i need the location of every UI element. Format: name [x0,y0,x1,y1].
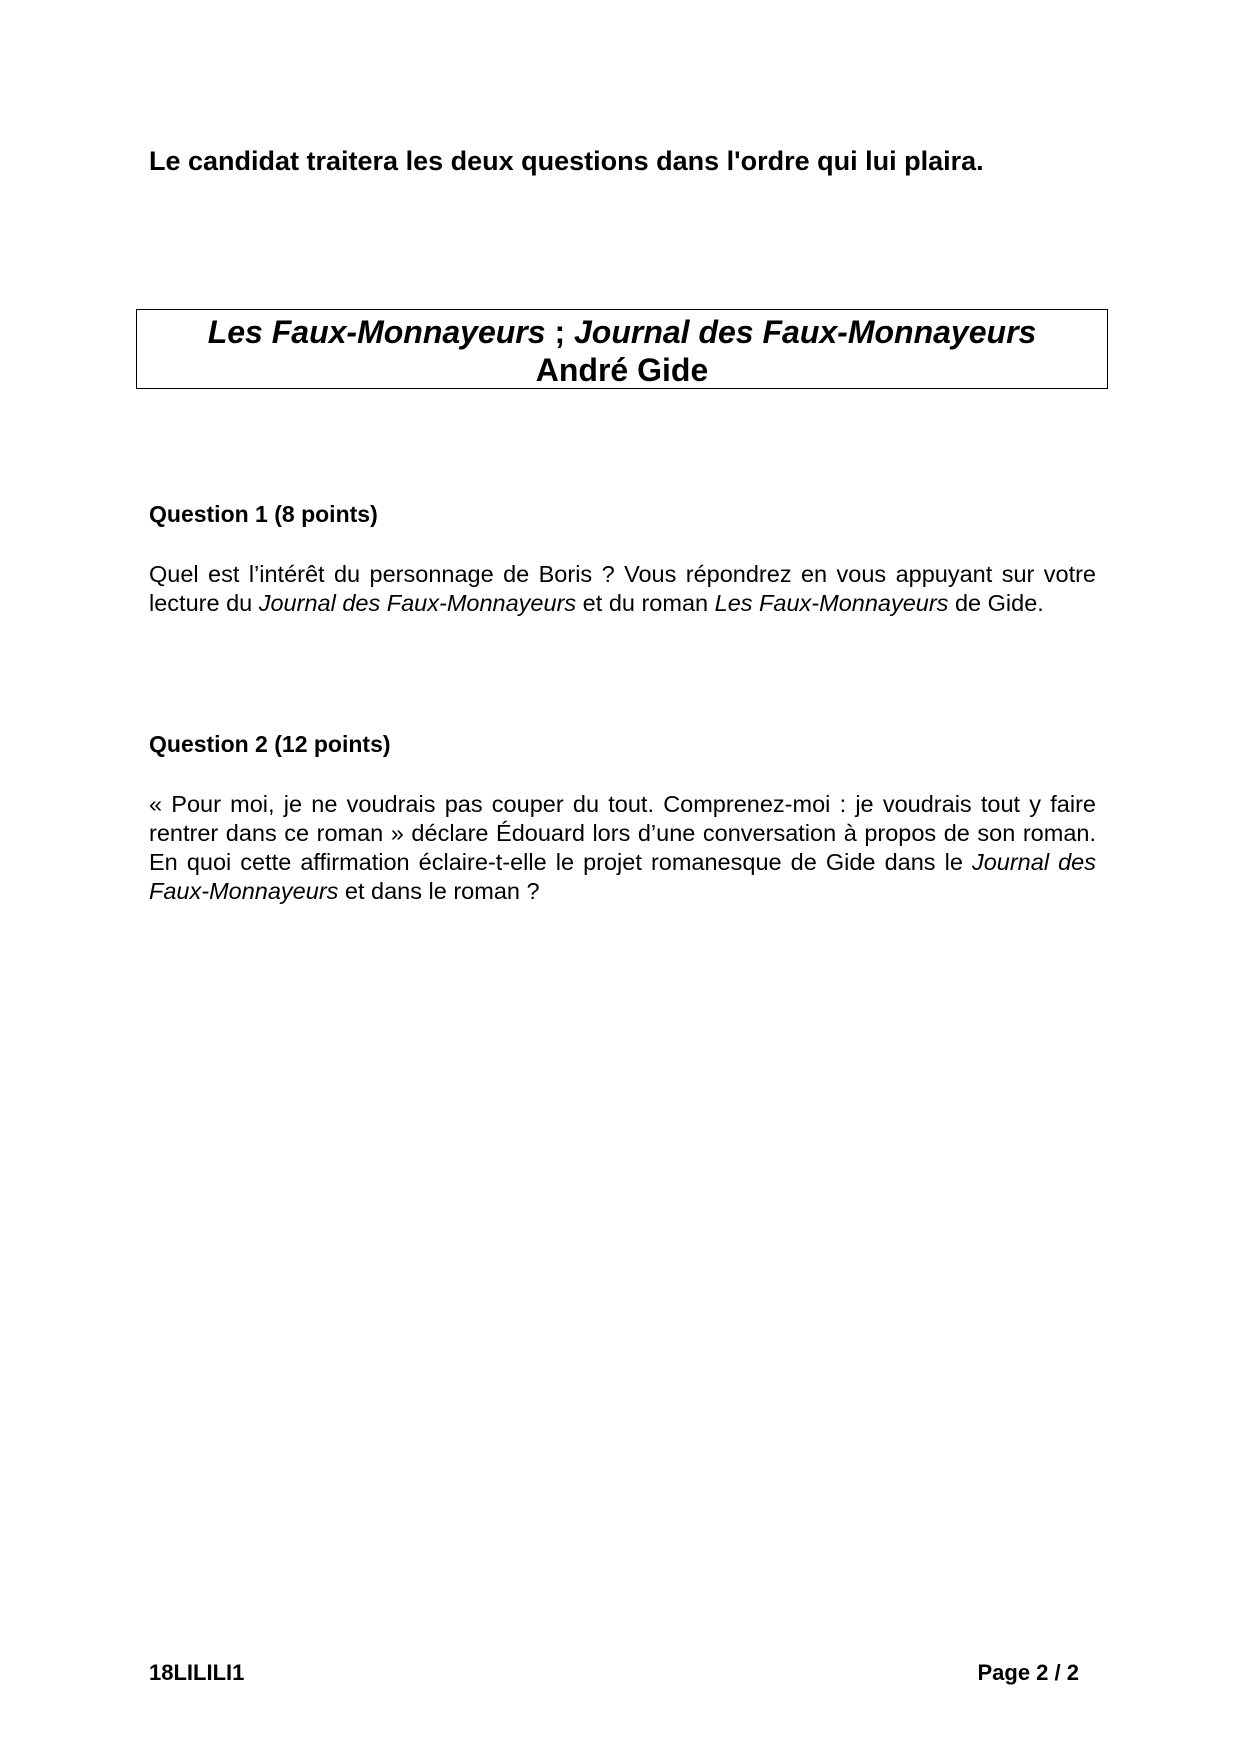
question-1-italic-journal: Journal des Faux-Monnayeurs [258,590,577,616]
title-works [137,313,1107,351]
question-1-heading: Question 1 (8 points) [149,501,378,527]
question-2-italic-journal: Journal des Faux-Monnayeurs [149,849,1097,904]
title-box [136,309,1108,389]
question-1-italic-novel: Les Faux-Monnayeurs [714,590,949,616]
question-2-text-b: et dans le roman ? [338,878,540,904]
question-2-heading: Question 2 (12 points) [149,731,391,757]
title-work-journal: Journal des Faux-Monnayeurs [573,314,1037,350]
question-1-text [149,560,1096,618]
footer-page-number: Page 2 / 2 [977,1660,1079,1685]
question-2-text [149,790,1096,906]
question-2-text-a: « Pour moi, je ne voudrais pas couper du tout. Comprenez-moi : je voudrais tout y faire rentrer dans ce roman » déclare Édouard lors d’une conversation à propos de son roman. En quoi cette affirmation éclaire-t-elle le projet romanesque de Gide dans le [149,791,1096,875]
question-1-text-a: Quel est l’intérêt du personnage de Boris ? Vous répondrez en vous appuyant sur votre lecture du [149,561,1096,616]
question-1-text-b: et du roman [576,590,715,616]
question-1-text-c: de Gide. [948,590,1044,616]
footer-subject-code: 18LILILI1 [149,1660,245,1685]
title-author: André Gide [535,352,709,388]
title-separator: ; [545,314,574,350]
instruction-text: Le candidat traitera les deux questions dans l'ordre qui lui plaira. [149,146,984,176]
title-work-novel: Les Faux-Monnayeurs [207,314,546,350]
